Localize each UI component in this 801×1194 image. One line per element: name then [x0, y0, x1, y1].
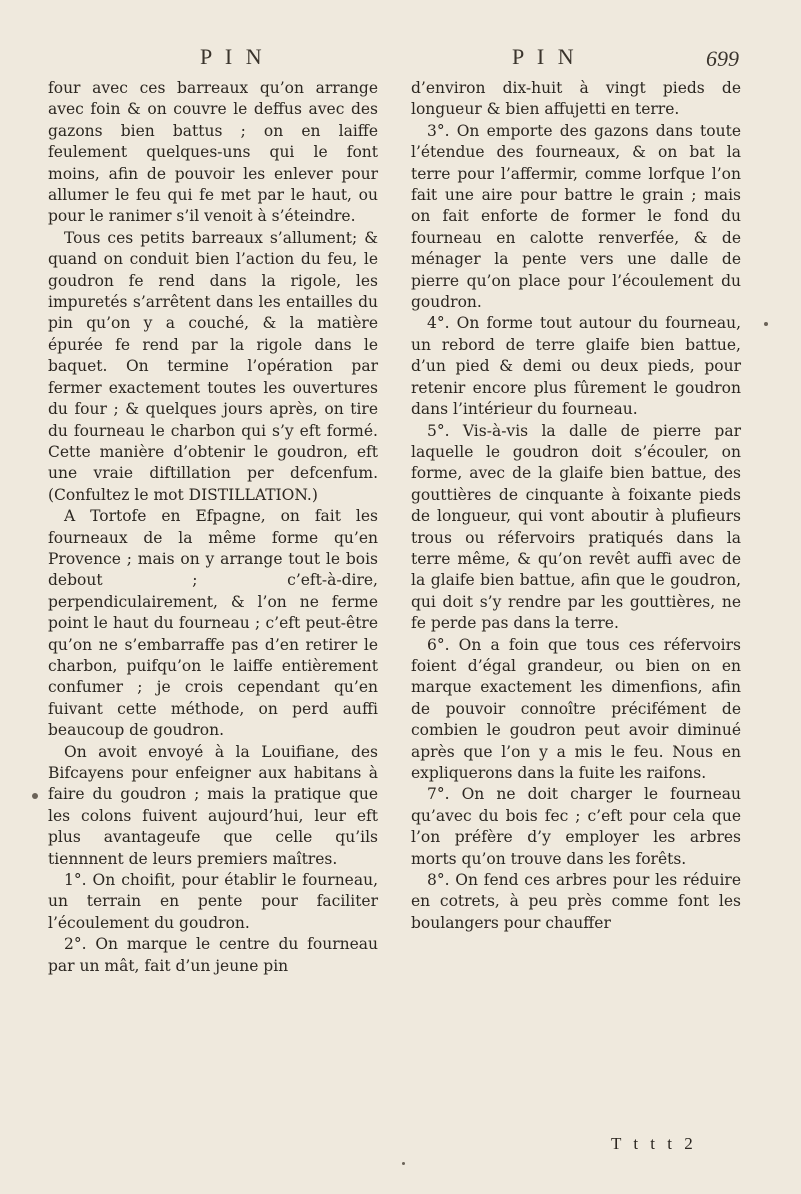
paragraph: 4°. On forme tout autour du fourneau, un rebord de terre glaife bien battue, d’un pied & demi ou deux pieds, pour retenir encore plus fûrement le goudron dans l’intérieur du fourneau. — [411, 314, 741, 419]
ink-speck — [32, 793, 38, 799]
paragraph: four avec ces barreaux qu’on arrange avec foin & on couvre le deffus avec des gazons bien battus ; on en laiffe feulement quelques-uns qui le font moins, afin de pouvoir les enlever pour allumer le feu qui fe met par le haut, ou pour le ranimer s’il venoit à s’éteindre. — [48, 79, 378, 226]
left-column — [48, 78, 378, 977]
paragraph: 7°. On ne doit charger le fourneau qu’avec du bois fec ; c’eft pour cela que l’on préfère d’y employer les arbres morts qu’on trouve dans les forêts. — [411, 785, 741, 868]
signature-mark: T t t t 2 — [611, 1134, 697, 1153]
paragraph: 3°. On emporte des gazons dans toute l’étendue des fourneaux, & on bat la terre pour l’affermir, comme lorfque l’on fait une aire pour battre le grain ; mais on fait enforte de former le fond du fourneau en calotte renverfée, & de ménager la pente vers une dalle de pierre qu’on place pour l’écoulement du goudron. — [411, 121, 741, 312]
ink-speck — [764, 322, 768, 326]
paragraph: A Tortofe en Efpagne, on fait les fourneaux de la même forme qu’en Provence ; mais on y arrange tout le bois debout ; c’eft-à-dire, perpendiculairement, & l’on ne ferme point le haut du fourneau ; c’eft peut-être qu’on ne s’embarraffe pas d’en retirer le charbon, puifqu’on le laiffe entièrement confumer ; je crois cependant qu’en fuivant cette méthode, on perd auffi beaucoup de goudron. — [48, 507, 378, 740]
paragraph: 2°. On marque le centre du fourneau par un mât, fait d’un jeune pin — [48, 935, 378, 975]
right-column — [411, 78, 741, 934]
paragraph: 5°. Vis-à-vis la dalle de pierre par laquelle le goudron doit s’écouler, on forme, avec de la glaife bien battue, des gouttières de cinquante à foixante pieds de longueur, qui vont aboutir à plufieurs trous ou réfervoirs pratiqués dans la terre même, & qu’on revêt auffi avec de la glaife bien battue, afin que le goudron, qui doit s’y rendre par les gouttières, ne fe perde pas dans la terre. — [411, 421, 741, 633]
paragraph: 1°. On choifit, pour établir le fourneau, un terrain en pente pour faciliter l’écoulement du goudron. — [48, 871, 378, 932]
paragraph: On avoit envoyé à la Louifiane, des Bifcayens pour enfeigner aux habitans à faire du goudron ; mais la pratique que les colons fuivent aujourd’hui, leur eft plus avantageufe que celle qu’ils tiennnent de leurs premiers maîtres. — [48, 742, 378, 868]
left-running-head: P I N — [200, 44, 266, 69]
ink-speck — [402, 1162, 405, 1165]
paragraph: 8°. On fend ces arbres pour les réduire en cotrets, à peu près comme font les boulangers pour chauffer — [411, 871, 741, 932]
right-running-head: P I N — [512, 44, 578, 69]
paragraph: 6°. On a foin que tous ces réfervoirs foient d’égal grandeur, ou bien on en marque exactement les dimenfions, afin de pouvoir connoître précifément de combien le goudron peut avoir diminué après que l’on y a mis le feu. Nous en expliquerons dans la fuite les raifons. — [411, 635, 741, 782]
paragraph: Tous ces petits barreaux s’allument; & quand on conduit bien l’action du feu, le goudron fe rend dans la rigole, les impuretés s’arrêtent dans les entailles du pin qu’on y a couché, & la matière épurée fe rend par la rigole dans le baquet. On termine l’opération par fermer exactement toutes les ouvertures du four ; & quelques jours après, on tire du fourneau le charbon qui s’y eft formé. Cette manière d’obtenir le goudron, eft une vraie diftillation per defcenfum. (Confultez le mot DISTILLATION.) — [48, 228, 378, 504]
paragraph: d’environ dix-huit à vingt pieds de longueur & bien affujetti en terre. — [411, 79, 741, 119]
page-number: 699 — [706, 46, 739, 71]
